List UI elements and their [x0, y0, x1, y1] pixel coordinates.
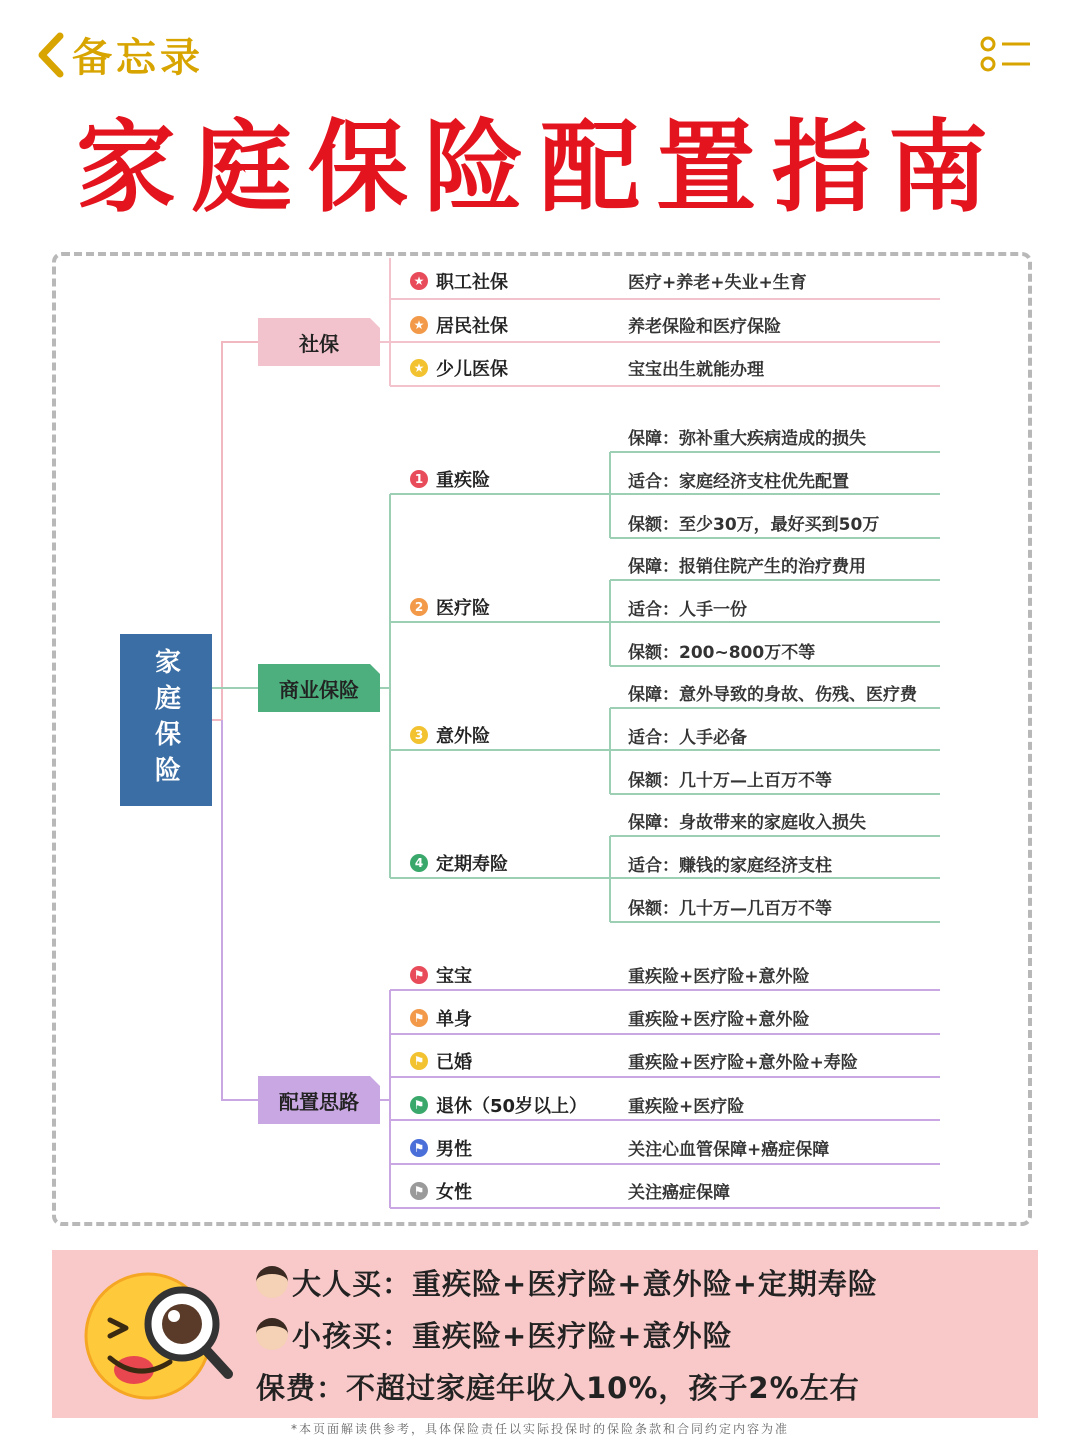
root-node: 家庭保险	[120, 634, 212, 806]
plan-item-desc: 关注心血管保障+癌症保障	[628, 1140, 830, 1160]
detail-text: 保额：至少30万，最好买到50万	[628, 515, 880, 535]
plan-item-name: 单身	[436, 1009, 472, 1030]
detail-text: 保障：报销住院产生的治疗费用	[628, 557, 866, 577]
back-label: 备忘录	[72, 35, 204, 81]
detail-text: 保障：弥补重大疾病造成的损失	[628, 429, 866, 449]
star-icon: ★	[410, 359, 428, 377]
social-item-name: 职工社保	[436, 272, 508, 293]
plan-item-desc: 重疾险+医疗险+意外险	[628, 1010, 810, 1030]
detail-text: 适合：赚钱的家庭经济支柱	[628, 856, 832, 876]
detail-text: 保障：身故带来的家庭收入损失	[628, 813, 866, 833]
flag-icon: ⚑	[410, 1052, 428, 1070]
flag-icon: ⚑	[410, 966, 428, 984]
plan-item-name: 女性	[436, 1182, 472, 1203]
social-item-name: 居民社保	[436, 316, 508, 337]
commercial-item	[410, 594, 490, 620]
commercial-item	[410, 466, 490, 492]
flag-icon: ⚑	[410, 1009, 428, 1027]
plan-item-desc: 关注癌症保障	[628, 1183, 730, 1203]
social-item-desc: 宝宝出生就能办理	[628, 360, 764, 380]
woman-face-icon	[256, 1266, 288, 1298]
detail-text: 保额：200~800万不等	[628, 643, 816, 663]
commercial-item-name: 意外险	[436, 726, 490, 747]
commercial-item	[410, 850, 508, 876]
commercial-item-name: 定期寿险	[436, 854, 508, 875]
plan-item	[410, 1135, 472, 1161]
flag-icon: ⚑	[410, 1096, 428, 1114]
category-social-insurance: 社保	[258, 318, 380, 366]
summary-child-text: 小孩买：重疾险+医疗险+意外险	[292, 1319, 733, 1353]
magnifier-emoji-icon	[78, 1266, 238, 1406]
plan-item-desc: 重疾险+医疗险	[628, 1097, 745, 1117]
commercial-item-name: 重疾险	[436, 470, 490, 491]
page-title: 家庭保险配置指南	[76, 109, 1004, 226]
commercial-item	[410, 722, 490, 748]
flag-icon: ⚑	[410, 1182, 428, 1200]
social-item	[410, 312, 508, 338]
number-badge: 1	[410, 470, 428, 488]
category-allocation-plan: 配置思路	[258, 1076, 380, 1124]
flag-icon: ⚑	[410, 1139, 428, 1157]
detail-text: 保额：几十万—上百万不等	[628, 771, 832, 791]
social-item	[410, 268, 508, 294]
summary-premium: 保费：不超过家庭年收入10%，孩子2%左右	[256, 1371, 860, 1405]
social-item-name: 少儿医保	[436, 359, 508, 380]
summary-adult	[256, 1262, 878, 1303]
number-badge: 3	[410, 726, 428, 744]
star-icon: ★	[410, 272, 428, 290]
plan-item-name: 男性	[436, 1139, 472, 1160]
number-badge: 2	[410, 598, 428, 616]
category-commercial-insurance: 商业保险	[258, 664, 380, 712]
footnote: *本页面解读供参考，具体保险责任以实际投保时的保险条款和合同约定内容为准	[290, 1422, 789, 1436]
plan-item	[410, 1005, 472, 1031]
plan-item	[410, 962, 472, 988]
child-face-icon	[256, 1318, 288, 1350]
detail-text: 保额：几十万—几百万不等	[628, 899, 832, 919]
detail-text: 适合：家庭经济支柱优先配置	[628, 472, 849, 492]
detail-text: 适合：人手必备	[628, 728, 747, 748]
summary-child	[256, 1314, 733, 1355]
number-badge: 4	[410, 854, 428, 872]
plan-item-desc: 重疾险+医疗险+意外险+寿险	[628, 1053, 858, 1073]
plan-item	[410, 1048, 472, 1074]
plan-item	[410, 1092, 587, 1118]
summary-adult-text: 大人买：重疾险+医疗险+意外险+定期寿险	[292, 1267, 878, 1301]
detail-text: 适合：人手一份	[628, 600, 747, 620]
plan-item-name: 宝宝	[436, 966, 472, 987]
plan-item-desc: 重疾险+医疗险+意外险	[628, 967, 810, 987]
star-icon: ★	[410, 316, 428, 334]
plan-item	[410, 1178, 472, 1204]
commercial-item-name: 医疗险	[436, 598, 490, 619]
plan-item-name: 已婚	[436, 1052, 472, 1073]
social-item-desc: 养老保险和医疗保险	[628, 317, 781, 337]
detail-text: 保障：意外导致的身故、伤残、医疗费	[628, 685, 917, 705]
social-item-desc: 医疗+养老+失业+生育	[628, 273, 807, 293]
plan-item-name: 退休（50岁以上）	[436, 1096, 588, 1117]
social-item	[410, 355, 508, 381]
